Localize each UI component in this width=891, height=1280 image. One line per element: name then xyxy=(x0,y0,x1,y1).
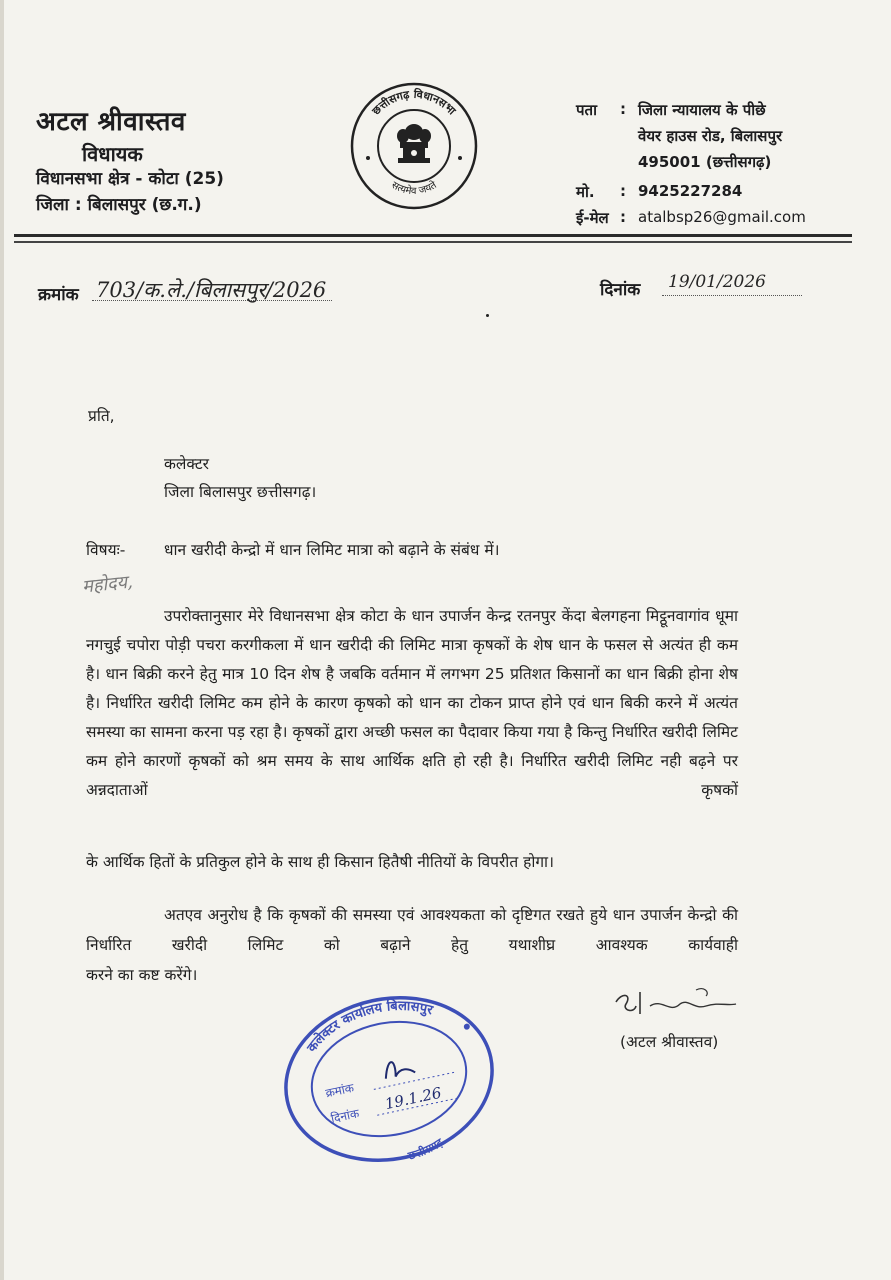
reference-label: क्रमांक xyxy=(38,285,79,305)
stamp-dinank-label: दिनांक xyxy=(329,1106,361,1126)
signature-icon xyxy=(610,984,750,1024)
salutation: महोदय, xyxy=(81,571,134,598)
mla-name: अटल श्रीवास्तव xyxy=(36,107,186,137)
email-label: ई-मेल xyxy=(576,209,609,227)
recipient-line-2: जिला बिलासपुर छत्तीसगढ़। xyxy=(164,483,317,501)
mobile-separator: : xyxy=(620,182,626,200)
constituency: विधानसभा क्षेत्र - कोटा (25) xyxy=(36,169,224,189)
subject-label: विषयः- xyxy=(86,541,126,559)
page-edge xyxy=(0,0,4,1280)
address-line-1: जिला न्यायालय के पीछे xyxy=(638,101,766,119)
paragraph-1-last-line: के आर्थिक हितों के प्रतिकुल होने के साथ ही किसान हितैषी नीतियों के विपरीत होगा। xyxy=(86,853,554,871)
address-separator: : xyxy=(620,100,626,118)
stamp-outer-text: कलेक्टर कार्यालय बिलासपुर xyxy=(304,998,435,1056)
stamp-kramank-label: क्रमांक xyxy=(324,1080,356,1101)
recipient-line-1: कलेक्टर xyxy=(164,455,210,473)
header-rule-thick xyxy=(14,234,852,237)
address-line-2: वेयर हाउस रोड, बिलासपुर xyxy=(638,127,783,145)
paragraph-2-last-line: करने का कष्ट करेंगे। xyxy=(86,966,198,984)
address-line-3: 495001 (छत्तीसगढ़) xyxy=(638,153,772,171)
header-rule-thin xyxy=(14,241,852,243)
emblem-bottom-text: सत्यमेव जयते xyxy=(389,179,439,198)
prati: प्रति, xyxy=(88,407,115,425)
date-value: 19/01/2026 xyxy=(668,272,766,292)
subject-text: धान खरीदी केन्द्रो में धान लिमिट मात्रा को बढ़ाने के संबंध में। xyxy=(164,541,500,559)
email-separator: : xyxy=(620,208,626,226)
ink-dot xyxy=(486,314,489,317)
stamp-bottom-text: छत्तीसगढ़ xyxy=(406,1135,446,1163)
paragraph-1: उपरोक्तानुसार मेरे विधानसभा क्षेत्र कोटा के धान उपार्जन केन्द्र रतनपुर केंदा बेलगहना मिट्ठूनवागांव धूमा नगचुई चपोरा पोड़ी पचरा करगीकला में धान खरीदी की लिमिट मात्रा कृषकों के शेष धान के फसल से अत्यंत ही कम है। धान बिक्री करने हेतु मात्र 10 दिन शेष है जबकि वर्तमान में लगभग 25 प्रतिशत किसानों का धान बिक्री होना शेष है। निर्धारित खरीदी लिमिट कम होने के कारण कृषको को धान का टोकन प्राप्त होने एवं धान बिकी करने में अत्यंत समस्या का सामना करना पड़ रहा है। कृषकों द्वारा अच्छी फसल का पैदावार किया गया है किन्तु निर्धारित खरीदी लिमिट कम होने कारणों कृषकों को श्रम समय के साथ आर्थिक क्षति हो रही है। निर्धारित खरीदी लिमिट नही बढ़ने पर अन्नदाताओं कृषकों xyxy=(86,607,738,799)
date-dotted-line xyxy=(662,295,802,296)
designation: विधायक xyxy=(82,142,143,166)
assembly-emblem-icon xyxy=(348,80,480,212)
mobile-number: 9425227284 xyxy=(638,182,743,200)
stamp-date-hand: 19.1.26 xyxy=(383,1083,444,1114)
email-address: atalbsp26@gmail.com xyxy=(638,208,806,226)
svg-text:छत्तीसगढ़ xyxy=(404,1135,448,1164)
district: जिला : बिलासपुर (छ.ग.) xyxy=(36,195,202,215)
date-label: दिनांक xyxy=(600,280,641,300)
paragraph-2: अतएव अनुरोध है कि कृषकों की समस्या एवं आवश्यकता को दृष्टिगत रखते हुये धान उपार्जन केन्द्रो की निर्धारित खरीदी लिमिट को बढ़ाने हेतु यथाशीघ्र आवश्यक कार्यवाही xyxy=(86,906,738,954)
address-label: पता xyxy=(576,101,597,119)
signer-name: (अटल श्रीवास्तव) xyxy=(620,1033,719,1051)
emblem-top-text: छत्तीसगढ़ विधानसभा xyxy=(369,87,459,118)
mobile-label: मो. xyxy=(576,183,595,201)
reference-number: 703/क.ले./बिलासपुर/2026 xyxy=(96,278,327,302)
office-stamp-icon xyxy=(276,986,502,1172)
